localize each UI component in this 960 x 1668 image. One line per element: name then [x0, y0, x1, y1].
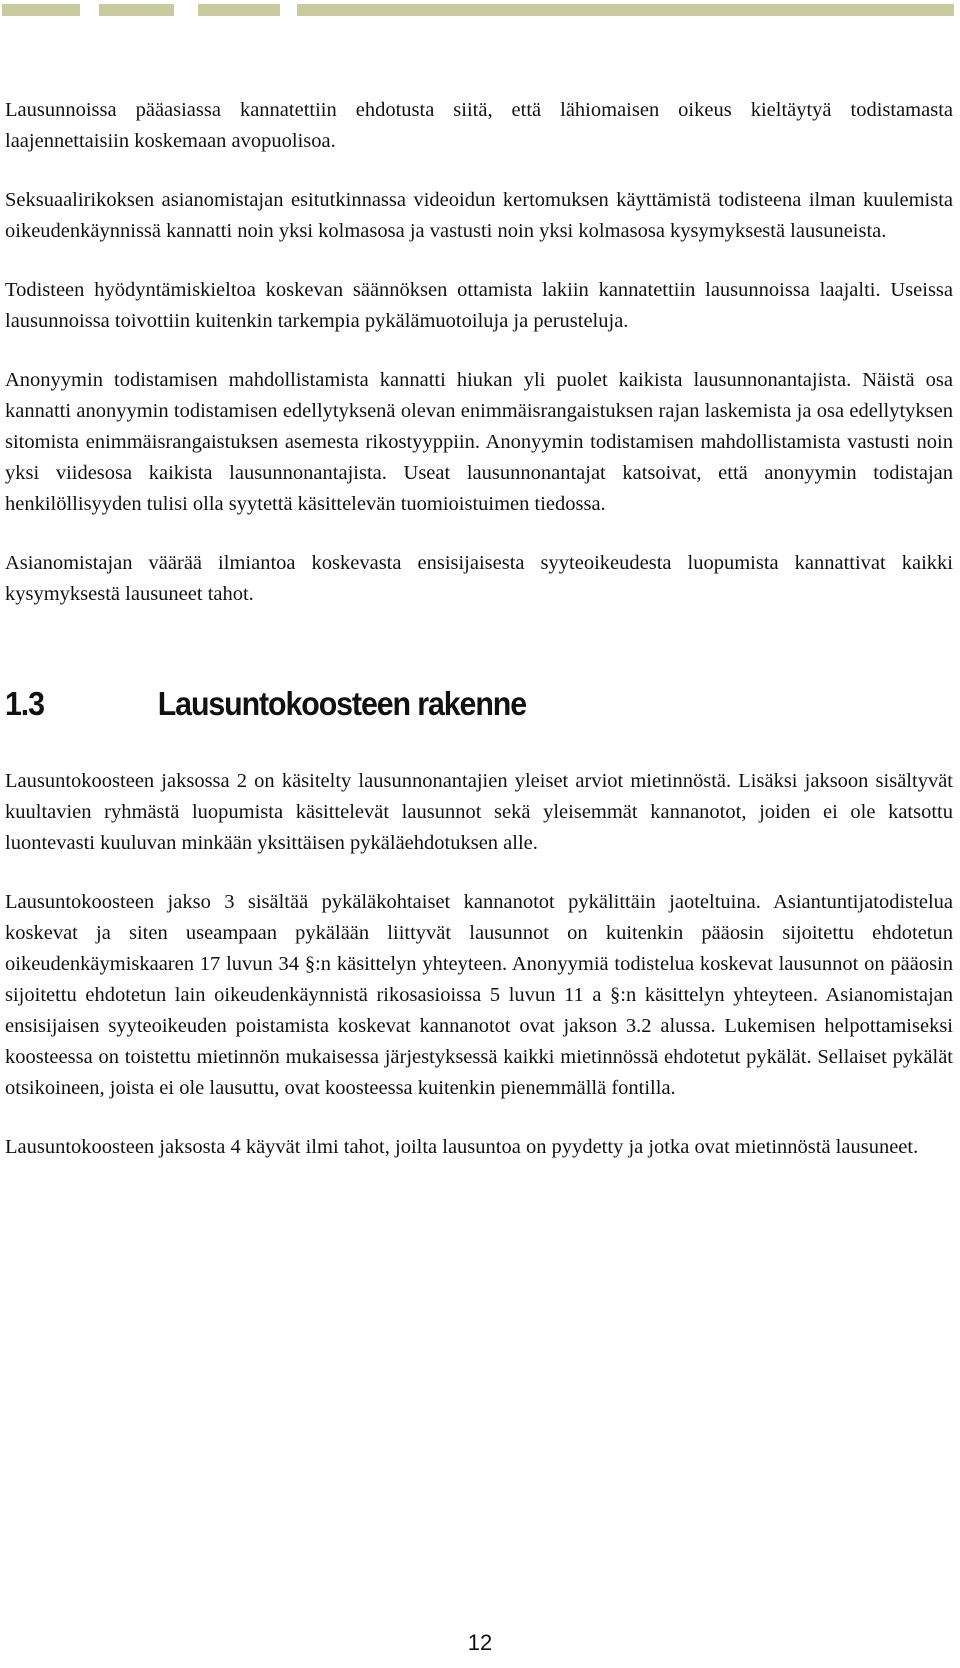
- section-heading: [5, 684, 877, 724]
- document-body: [5, 95, 953, 1191]
- header-bar: [297, 4, 954, 16]
- header-decoration: [0, 0, 960, 20]
- paragraph: Anonyymin todistamisen mahdollistamista kannatti hiukan yli puolet kaikista lausunnonantajista. Näistä osa kannatti anonyymin todistamisen edellytyksenä olevan enimmäisrangaistuksen rajan laskemista ja osa edellytyksen sitomista enimmäisrangaistuksen asemesta rikostyyppiin. Anonyymin todistamisen mahdollistamista vastusti noin yksi viidesosa kaikista lausunnonantajista. Useat lausunnonantajat katsoivat, että anonyymin todistajan henkilöllisyyden tulisi olla syytettä käsittelevän tuomioistuimen tiedossa.: [5, 369, 953, 515]
- paragraph: Lausunnoissa pääasiassa kannatettiin ehdotusta siitä, että lähiomaisen oikeus kieltäytyä todistamasta laajennettaisiin koskemaan avopuolisoa.: [5, 99, 953, 152]
- header-bar: [2, 4, 80, 16]
- header-bar: [99, 4, 174, 16]
- section-title: Lausuntokoosteen rakenne: [157, 685, 526, 722]
- paragraph: Lausuntokoosteen jakso 3 sisältää pykäläkohtaiset kannanotot pykälittäin jaoteltuina. Asiantuntijatodistelua koskevat ja siten useampaan pykälään liittyvät lausunnot on kuitenkin pääosin sijoitettu ehdotetun oikeudenkäymiskaaren 17 luvun 34 §:n käsittelyn yhteyteen. Anonyymiä todistelua koskevat lausunnot on pääosin sijoitettu ehdotetun lain oikeudenkäynnistä rikosasioissa 5 luvun 11 a §:n käsittelyn yhteyteen. Asianomistajan ensisijaisen syyteoikeuden poistamista koskevat kannanotot ovat jakson 3.2 alussa. Lukemisen helpottamiseksi koosteessa on toistettu mietinnön mukaisessa järjestyksessä kaikki mietinnössä ehdotetut pykälät. Sellaiset pykälät otsikoineen, joista ei ole lausuttu, ovat koosteessa kuitenkin pienemmällä fontilla.: [5, 891, 953, 1099]
- paragraph: Seksuaalirikoksen asianomistajan esitutkinnassa videoidun kertomuksen käyttämistä todisteena ilman kuulemista oikeudenkäynnissä kannatti noin yksi kolmasosa ja vastusti noin yksi kolmasosa kysymyksestä lausuneista.: [5, 189, 953, 242]
- paragraph: Todisteen hyödyntämiskieltoa koskevan säännöksen ottamista lakiin kannatettiin lausunnoissa laajalti. Useissa lausunnoissa toivottiin kuitenkin tarkempia pykälämuotoiluja ja perusteluja.: [5, 279, 953, 332]
- paragraph: Lausuntokoosteen jaksosta 4 käyvät ilmi tahot, joilta lausuntoa on pyydetty ja jotka ovat mietinnöstä lausuneet.: [5, 1136, 919, 1158]
- header-bar: [198, 4, 280, 16]
- page-number: 12: [467, 1630, 493, 1655]
- section-number: 1.3: [5, 685, 44, 722]
- paragraph: Asianomistajan väärää ilmiantoa koskevasta ensisijaisesta syyteoikeudesta luopumista kannattivat kaikki kysymyksestä lausuneet tahot.: [5, 552, 953, 605]
- paragraph: Lausuntokoosteen jaksossa 2 on käsitelty lausunnonantajien yleiset arviot mietinnöstä. Lisäksi jaksoon sisältyvät kuultavien ryhmästä luopumista käsittelevät lausunnot sekä yleisemmät kannanotot, joiden ei ole katsottu luontevasti kuuluvan minkään yksittäisen pykäläehdotuksen alle.: [5, 770, 953, 854]
